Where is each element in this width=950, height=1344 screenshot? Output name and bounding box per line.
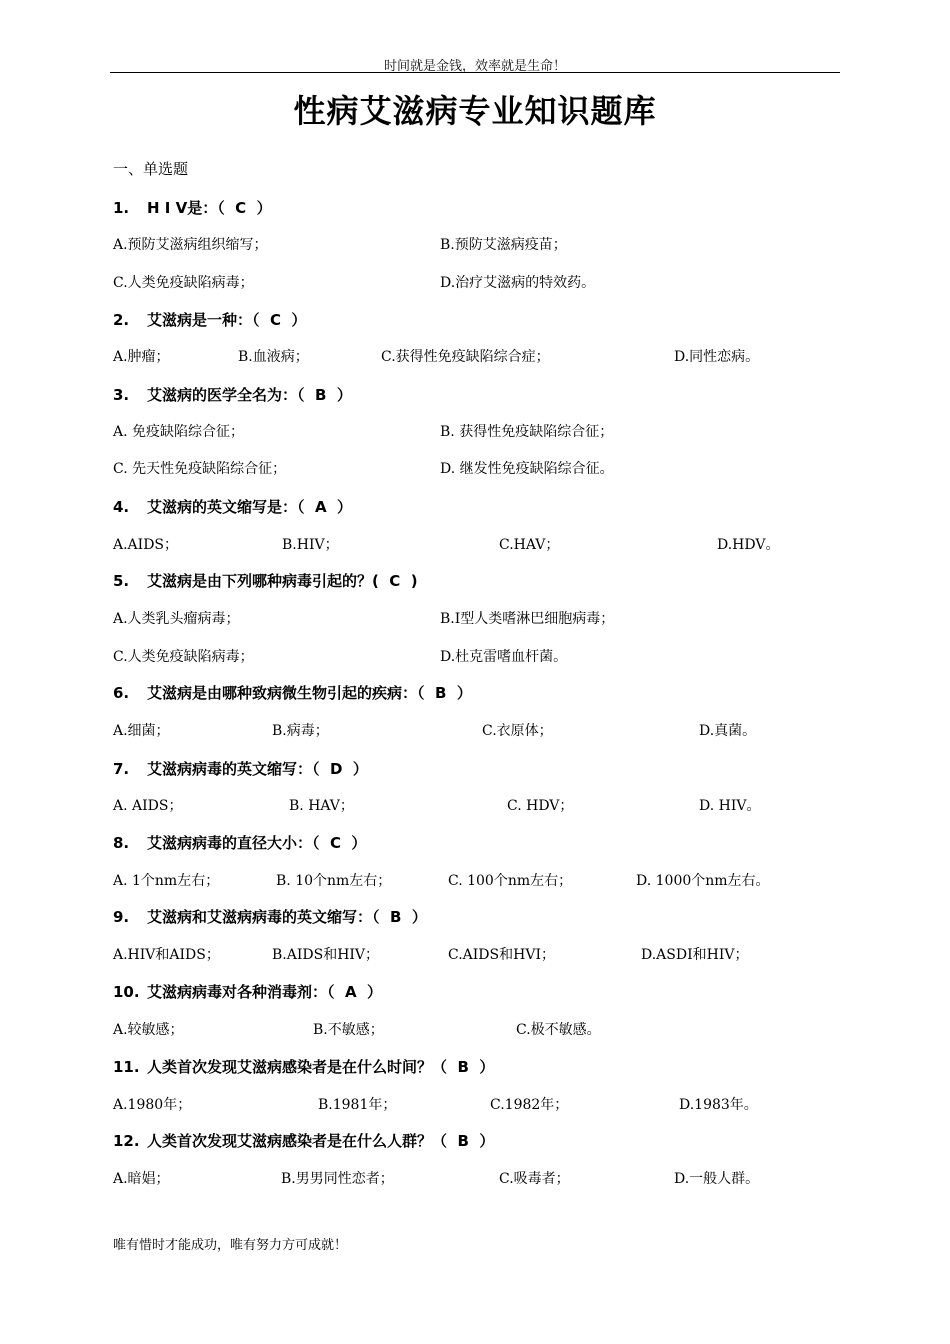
options-row [0, 421, 950, 443]
options-row [0, 534, 950, 556]
options-row [0, 944, 950, 966]
answer-option: C. 先天性免疫缺陷综合征； [113, 461, 287, 477]
question-number: 3. [113, 386, 130, 404]
answer-option: D. 1000个nm左右。 [636, 873, 770, 889]
answer-option: D.真菌。 [699, 723, 757, 739]
answer-option: B.Ⅰ型人类嗜淋巴细胞病毒； [440, 611, 615, 627]
question-text: 艾滋病是由哪种致病微生物引起的疾病：（ B ） [147, 684, 472, 702]
question-number: 10. [113, 983, 140, 1001]
footer-motto: 唯有惜时才能成功，唯有努力方可成就！ [113, 1238, 348, 1253]
answer-option: D.ASDI和HIV； [641, 947, 749, 963]
options-row [0, 1168, 950, 1190]
answer-option: B.AIDS和HIV； [272, 947, 380, 963]
options-row [0, 346, 950, 368]
answer-option: C.AIDS和HVI； [448, 947, 555, 963]
question-10 [113, 981, 382, 1002]
answer-option: A.AIDS； [113, 537, 179, 553]
question-text: 艾滋病病毒的英文缩写：（ D ） [147, 760, 368, 778]
answer-option: C.HAV； [499, 537, 560, 553]
answer-option: A.人类乳头瘤病毒； [113, 611, 240, 627]
answer-option: A.预防艾滋病组织缩写； [113, 237, 268, 253]
question-number: 5. [113, 572, 130, 590]
question-number: 1. [113, 199, 130, 217]
answer-option: B.预防艾滋病疫苗； [440, 237, 567, 253]
answer-option: D.同性恋病。 [674, 349, 760, 365]
question-text: 艾滋病病毒对各种消毒剂：（ A ） [147, 983, 382, 1001]
answer-option: C. 100个nm左右； [448, 873, 573, 889]
options-row [0, 795, 950, 817]
question-text: 艾滋病的医学全名为：（ B ） [147, 386, 352, 404]
answer-option: C.获得性免疫缺陷综合症； [381, 349, 550, 365]
header-motto: 时间就是金钱，效率就是生命！ [383, 59, 566, 74]
answer-option: B.1981年； [318, 1097, 397, 1113]
question-text: 艾滋病的英文缩写是：（ A ） [147, 498, 352, 516]
answer-option: A. 免疫缺陷综合征； [113, 424, 245, 440]
question-11 [113, 1056, 494, 1077]
answer-option: B. 10个nm左右； [276, 873, 392, 889]
answer-option: A.较敏感； [113, 1022, 184, 1038]
question-number: 9. [113, 908, 130, 926]
answer-option: C.1982年； [490, 1097, 569, 1113]
header-rule [110, 72, 840, 73]
answer-option: C.极不敏感。 [516, 1022, 601, 1038]
question-text: 艾滋病是由下列哪种病毒引起的？( C ) [147, 572, 418, 590]
answer-option: A.暗娼； [113, 1171, 170, 1187]
question-3 [113, 384, 352, 405]
answer-option: D.一般人群。 [674, 1171, 760, 1187]
answer-option: A.细菌； [113, 723, 170, 739]
options-row [0, 608, 950, 630]
question-text: 艾滋病病毒的直径大小：（ C ） [147, 834, 367, 852]
answer-option: A. AIDS； [113, 798, 183, 814]
question-text: 人类首次发现艾滋病感染者是在什么人群？（ B ） [147, 1132, 495, 1150]
question-number: 4. [113, 498, 130, 516]
question-2 [113, 309, 306, 330]
answer-option: B.男男同性恋者； [281, 1171, 394, 1187]
options-row [0, 1094, 950, 1116]
question-number: 7. [113, 760, 130, 778]
question-9 [113, 906, 427, 927]
question-number: 6. [113, 684, 130, 702]
options-row [0, 234, 950, 256]
options-row [0, 646, 950, 668]
question-number: 12. [113, 1132, 140, 1150]
document-title: 性病艾滋病专业知识题库 [293, 92, 657, 130]
answer-option: D.HDV。 [717, 537, 780, 553]
options-row [0, 1019, 950, 1041]
answer-option: D.1983年。 [679, 1097, 758, 1113]
question-text: 艾滋病和艾滋病病毒的英文缩写：（ B ） [147, 908, 427, 926]
question-4 [113, 496, 352, 517]
answer-option: B. 获得性免疫缺陷综合征； [440, 424, 614, 440]
question-7 [113, 758, 368, 779]
answer-option: D. HIV。 [699, 798, 761, 814]
answer-option: A.肿瘤； [113, 349, 170, 365]
answer-option: B.血液病； [238, 349, 309, 365]
question-number: 2. [113, 311, 130, 329]
answer-option: C.人类免疫缺陷病毒； [113, 649, 254, 665]
question-8 [113, 832, 366, 853]
options-row [0, 458, 950, 480]
answer-option: D. 继发性免疫缺陷综合征。 [440, 461, 614, 477]
question-text: 艾滋病是一种：（ C ） [147, 311, 307, 329]
answer-option: B.不敏感； [313, 1022, 384, 1038]
question-6 [113, 682, 472, 703]
answer-option: C.衣原体； [482, 723, 553, 739]
answer-option: B.病毒； [272, 723, 329, 739]
question-5 [113, 570, 418, 591]
answer-option: D.杜克雷嗜血杆菌。 [440, 649, 568, 665]
question-text: 人类首次发现艾滋病感染者是在什么时间？（ B ） [147, 1058, 495, 1076]
options-row [0, 272, 950, 294]
answer-option: A. 1个nm左右； [113, 873, 220, 889]
section-heading: 一、单选题 [113, 160, 189, 178]
answer-option: A.HIV和AIDS； [113, 947, 220, 963]
options-row [0, 870, 950, 892]
answer-option: B. HAV； [289, 798, 354, 814]
question-12 [113, 1130, 494, 1151]
question-number: 11. [113, 1058, 140, 1076]
answer-option: C. HDV； [507, 798, 574, 814]
answer-option: B.HIV； [282, 537, 339, 553]
question-1 [113, 197, 272, 218]
answer-option: A.1980年； [113, 1097, 192, 1113]
question-number: 8. [113, 834, 130, 852]
answer-option: D.治疗艾滋病的特效药。 [440, 275, 596, 291]
answer-option: C.吸毒者； [499, 1171, 570, 1187]
question-text: H I V是：（ C ） [147, 199, 272, 217]
answer-option: C.人类免疫缺陷病毒； [113, 275, 254, 291]
options-row [0, 720, 950, 742]
